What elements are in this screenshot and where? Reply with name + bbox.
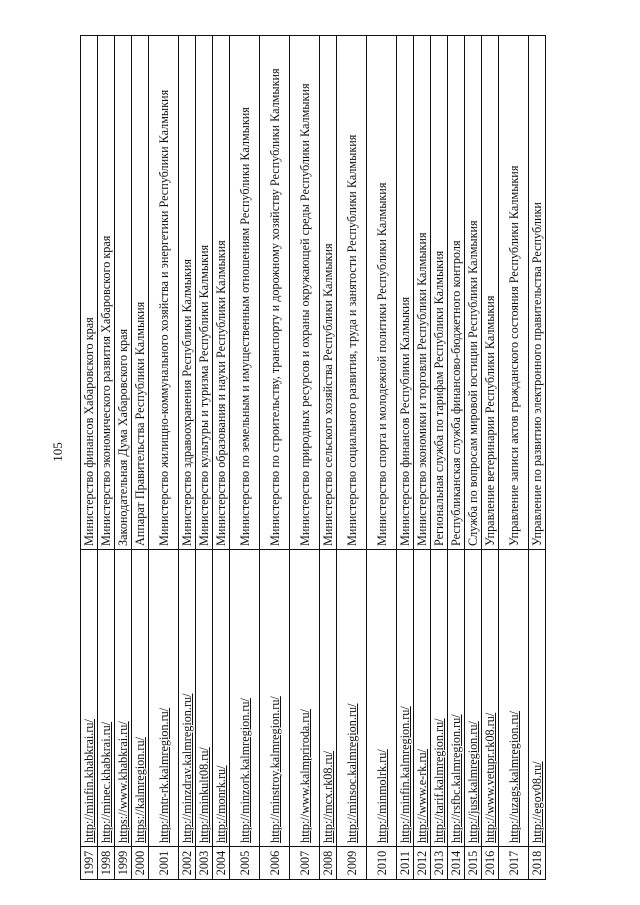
table-row bbox=[230, 36, 260, 880]
url-cell bbox=[397, 550, 414, 847]
organization-name: Министерство экономики и торговли Республики Калмыкия bbox=[414, 36, 431, 550]
table-row bbox=[81, 36, 98, 880]
url-cell bbox=[414, 550, 431, 847]
url-link[interactable]: http://monrk.ru/ bbox=[214, 765, 228, 843]
url-link[interactable]: http://minzork.kalmregion.ru/ bbox=[237, 698, 252, 843]
url-cell bbox=[448, 550, 465, 847]
organization-name: Управление ветеринарии Республики Калмыкия bbox=[482, 36, 499, 550]
organization-name: Законодательная Дума Хабаровского края bbox=[115, 36, 132, 550]
organization-name: Региональная служба по тарифам Республики Калмыкия bbox=[431, 36, 448, 550]
url-link[interactable]: http://minzdrav.kalmregion.ru/ bbox=[180, 693, 194, 843]
table-row bbox=[196, 36, 213, 880]
organization-name: Министерство культуры и туризма Республики Калмыкия bbox=[196, 36, 213, 550]
table-row bbox=[132, 36, 149, 880]
url-cell bbox=[230, 550, 260, 847]
organization-name: Министерство финансов Республики Калмыкия bbox=[397, 36, 414, 550]
row-number: 2004 bbox=[213, 847, 230, 880]
row-number: 2005 bbox=[230, 847, 260, 880]
url-cell bbox=[499, 550, 529, 847]
url-cell bbox=[98, 550, 115, 847]
row-number: 2013 bbox=[431, 847, 448, 880]
url-link[interactable]: http://minmolrk.ru/ bbox=[374, 749, 389, 843]
url-link[interactable]: http://mcx.rk08.ru/ bbox=[321, 750, 335, 843]
row-number: 2003 bbox=[196, 847, 213, 880]
organization-name: Министерство спорта и молодежной политики Республики Калмыкия bbox=[367, 36, 397, 550]
url-link[interactable]: http://www.vetupr.rk08.ru/ bbox=[483, 712, 497, 843]
url-cell bbox=[320, 550, 337, 847]
row-number: 1998 bbox=[98, 847, 115, 880]
url-link[interactable]: http://www.e-rk.ru/ bbox=[415, 749, 429, 843]
organization-name: Аппарат Правительства Республики Калмыкия bbox=[132, 36, 149, 550]
row-number: 2016 bbox=[482, 847, 499, 880]
url-cell bbox=[431, 550, 448, 847]
url-link[interactable]: http://minfin.kalmregion.ru/ bbox=[398, 706, 412, 843]
url-link[interactable]: http://mtr-rk.kalmregion.ru/ bbox=[156, 707, 171, 843]
row-number: 2006 bbox=[260, 847, 290, 880]
row-number: 2009 bbox=[337, 847, 367, 880]
organization-name: Управление по развитию электронного правительства Республики bbox=[529, 36, 546, 550]
url-link[interactable]: http://minkult08.ru/ bbox=[197, 747, 211, 843]
url-link[interactable]: http://rsfbc.kalmregion.ru/ bbox=[449, 714, 463, 843]
table-row bbox=[482, 36, 499, 880]
url-cell bbox=[132, 550, 149, 847]
table-row bbox=[260, 36, 290, 880]
url-link[interactable]: http://just.kalmregion.ru/ bbox=[466, 721, 480, 843]
organization-name: Республиканская служба финансово-бюджетного контроля bbox=[448, 36, 465, 550]
organization-name: Служба по вопросам мировой юстиции Республики Калмыкия bbox=[465, 36, 482, 550]
url-cell bbox=[260, 550, 290, 847]
table-row bbox=[367, 36, 397, 880]
url-cell bbox=[465, 550, 482, 847]
row-number: 1997 bbox=[81, 847, 98, 880]
table-row bbox=[499, 36, 529, 880]
organization-name: Министерство финансов Хабаровского края bbox=[81, 36, 98, 550]
table-row bbox=[414, 36, 431, 880]
table-row bbox=[213, 36, 230, 880]
row-number: 2001 bbox=[149, 847, 179, 880]
row-number: 2017 bbox=[499, 847, 529, 880]
url-link[interactable]: http://minec.khabkrai.ru/ bbox=[99, 721, 113, 843]
row-number: 2002 bbox=[179, 847, 196, 880]
table-body bbox=[81, 36, 546, 880]
table-row bbox=[115, 36, 132, 880]
organization-name: Министерство по земельным и имущественным отношениям Республики Калмыкия bbox=[230, 36, 260, 550]
url-cell bbox=[179, 550, 196, 847]
url-link[interactable]: http://minstroy.kalmregion.ru/ bbox=[267, 696, 282, 843]
row-number: 2012 bbox=[414, 847, 431, 880]
organization-name: Министерство природных ресурсов и охраны окружающей среды Республики Калмыкия bbox=[290, 36, 320, 550]
row-number: 2008 bbox=[320, 847, 337, 880]
url-cell bbox=[482, 550, 499, 847]
table-row bbox=[529, 36, 546, 880]
organization-name: Министерство сельского хозяйства Республики Калмыкия bbox=[320, 36, 337, 550]
table-row bbox=[431, 36, 448, 880]
table-row bbox=[448, 36, 465, 880]
url-cell bbox=[213, 550, 230, 847]
url-link[interactable]: http://tarif.kalmregion.ru/ bbox=[432, 718, 446, 843]
url-cell bbox=[149, 550, 179, 847]
url-cell bbox=[337, 550, 367, 847]
row-number: 2011 bbox=[397, 847, 414, 880]
url-link[interactable]: https://www.khabkrai.ru/ bbox=[116, 721, 130, 843]
url-cell bbox=[196, 550, 213, 847]
table-row bbox=[98, 36, 115, 880]
organization-name: Министерство социального развития, труда и занятости Республики Калмыкия bbox=[337, 36, 367, 550]
site-registry-table bbox=[80, 35, 546, 880]
table-row bbox=[337, 36, 367, 880]
row-number: 1999 bbox=[115, 847, 132, 880]
row-number: 2010 bbox=[367, 847, 397, 880]
url-link[interactable]: https://kalmregion.ru/ bbox=[133, 737, 147, 843]
table-row bbox=[320, 36, 337, 880]
organization-name: Министерство экономического развития Хабаровского края bbox=[98, 36, 115, 550]
url-link[interactable]: http://uzags.kalmregion.ru/ bbox=[506, 710, 521, 843]
page-number: 105 bbox=[50, 442, 65, 462]
row-number: 2018 bbox=[529, 847, 546, 880]
table-row bbox=[465, 36, 482, 880]
table-row bbox=[149, 36, 179, 880]
url-link[interactable]: http://minfin.khabkrai.ru/ bbox=[82, 719, 96, 843]
url-link[interactable]: http://egov08.ru/ bbox=[530, 761, 544, 843]
organization-name: Министерство образования и науки Республики Калмыкия bbox=[213, 36, 230, 550]
organization-name: Министерство жилищно-коммунального хозяйства и энергетики Республики Калмыкия bbox=[149, 36, 179, 550]
table-row bbox=[179, 36, 196, 880]
organization-name: Управление записи актов гражданского состояния Республики Калмыкия bbox=[499, 36, 529, 550]
row-number: 2015 bbox=[465, 847, 482, 880]
organization-name: Министерство по строительству, транспорту и дорожному хозяйству Республики Калмыкия bbox=[260, 36, 290, 550]
organization-name: Министерство здравоохранения Республики Калмыкия bbox=[179, 36, 196, 550]
row-number: 2007 bbox=[290, 847, 320, 880]
table-row bbox=[290, 36, 320, 880]
url-cell bbox=[529, 550, 546, 847]
document-table-wrapper bbox=[80, 35, 546, 880]
row-number: 2000 bbox=[132, 847, 149, 880]
row-number: 2014 bbox=[448, 847, 465, 880]
url-cell bbox=[367, 550, 397, 847]
url-cell bbox=[290, 550, 320, 847]
url-cell bbox=[115, 550, 132, 847]
url-link[interactable]: http://minsoc.kalmregion.ru/ bbox=[344, 703, 359, 843]
table-row bbox=[397, 36, 414, 880]
url-cell bbox=[81, 550, 98, 847]
url-link[interactable]: http://www.kalmpriroda.ru/ bbox=[297, 709, 312, 843]
